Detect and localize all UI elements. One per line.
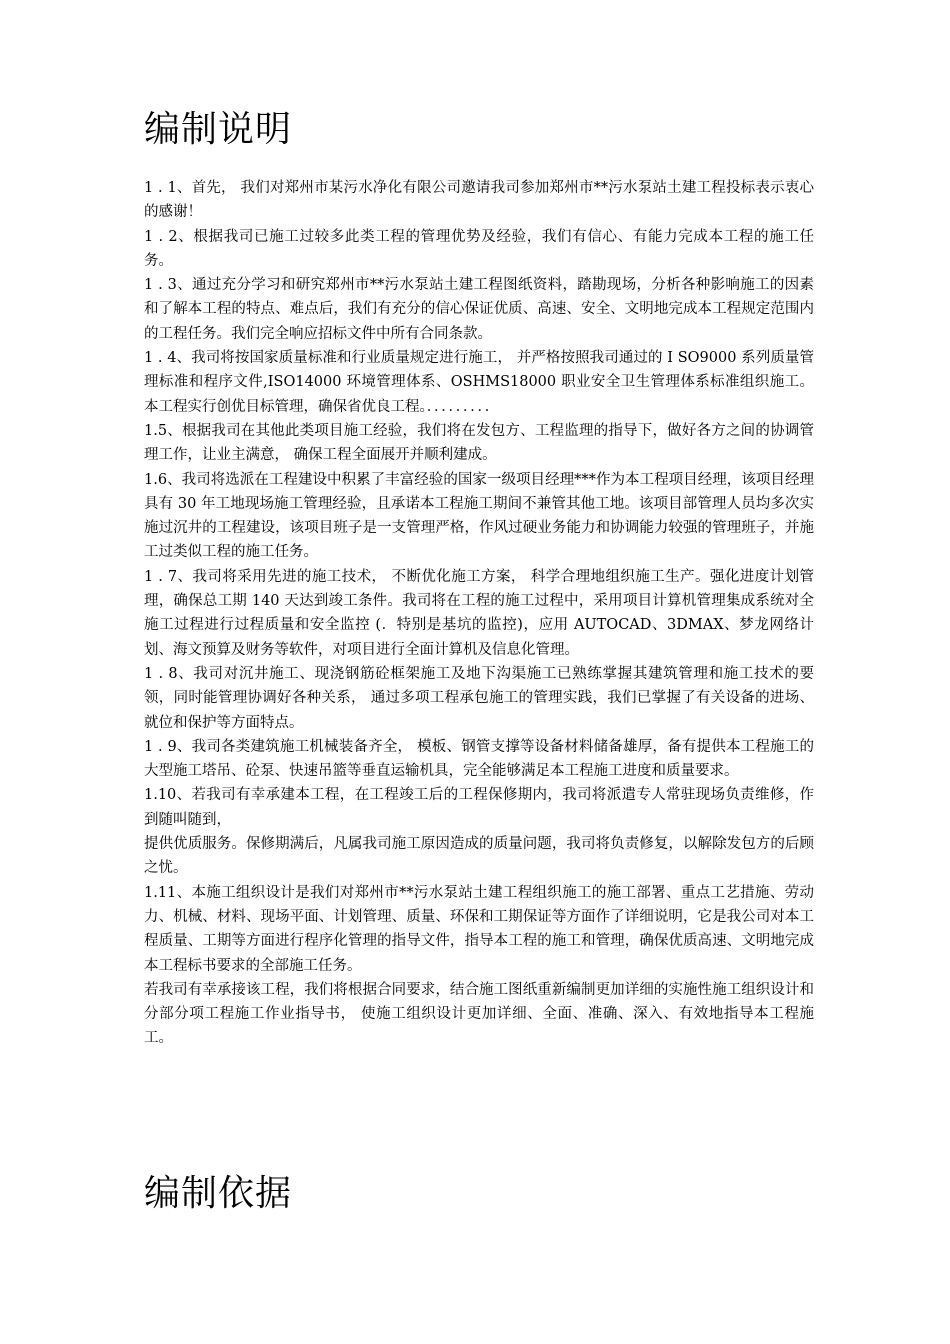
compilation-notes-body [144,176,814,1051]
paragraph-1-10: 1.10、若我司有幸承建本工程，在工程竣工后的工程保修期内，我司将派遣专人常驻现场负责维修，作到随叫随到， [144,787,814,828]
paragraph-1-11: 1.11、本施工组织设计是我们对郑州市**污水泵站土建工程组织施工的施工部署、重点工艺措施、劳动力、机械、材料、现场平面、计划管理、质量、环保和工期保证等方面作了详细说明，它是我公司对本工程质量、工期等方面进行程序化管理的指导文件，指导本工程的施工和管理，确保优质高速、文明地完成本工程标书要求的全部施工任务。 [144,884,814,974]
paragraph-1-3: 1 . 3、通过充分学习和研究郑州市**污水泵站土建工程图纸资料，踏勘现场，分析各种影响施工的因素和了解本工程的特点、难点后，我们有充分的信心保证优质、高速、安全、文明地完成本工程规定范围内的工程任务。我们完全响应招标文件中所有合同条款。 [144,277,814,342]
section-title-compilation-notes: 编制说明 [144,109,293,150]
paragraph-closing: 若我司有幸承接该工程，我们将根据合同要求，结合施工图纸重新编制更加详细的实施性施工组织设计和分部分项工程施工作业指导书， 使施工组织设计更加详细、全面、准确、深入、有效地指导本工程施工。 [144,981,814,1047]
section-title-compilation-basis: 编制依据 [144,1173,293,1214]
paragraph-1-5: 1.5、根据我司在其他此类项目施工经验，我们将在发包方、工程监理的指导下，做好各方之间的协调管理工作，让业主满意， 确保工程全面展开并顺利建成。 [144,422,814,464]
paragraph-1-9: 1 . 9、我司各类建筑施工机械装备齐全， 模板、钢管支撑等设备材料储备雄厚，备有提供本工程施工的大型施工塔吊、砼泵、快速吊篮等垂直运输机具，完全能够满足本工程施工进度和质量要求。 [144,738,814,780]
paragraph-1-2: 1 . 2、根据我司已施工过较多此类工程的管理优势及经验，我们有信心、有能力完成本工程的施工任务。 [144,228,814,269]
paragraph-1-6: 1.6、我司将选派在工程建设中积累了丰富经验的国家一级项目经理***作为本工程项目经理，该项目经理具有 30 年工地现场施工管理经验，且承诺本工程施工期间不兼管其他工地。该项目部管理人员均多次实施过沉井的工程建设，该项目班子是一支管理严格，作风过硬业务能力和协调能力较强的管理班子，并施工过类似工程的施工任务。 [144,471,814,561]
paragraph-1-7: 1 . 7、我司将采用先进的施工技术， 不断优化施工方案， 科学合理地组织施工生产。强化进度计划管理，确保总工期 140 天达到竣工条件。我司将在工程的施工过程中，采用项目计算机管理集成系统对全施工过程进行过程质量和安全监控 (．特别是基坑的监控)，应用 AUTOCAD、3DMAX、梦龙网络计划、海文预算及财务等软件，对项目进行全面计算机及信息化管理。 [144,568,814,658]
paragraph-1-4: 1 . 4、我司将按国家质量标准和行业质量规定进行施工， 并严格按照我司通过的 I SO9000 系列质量管理标准和程序文件,ISO14000 环境管理体系、OSHMS18000 职业安全卫生管理体系标准组织施工。本工程实行创优目标管理，确保省优良工程。．．．．．．．．． [144,350,814,415]
paragraph-1-10-continued: 提供优质服务。保修期满后，凡属我司施工原因造成的质量问题，我司将负责修复，以解除发包方的后顾之忧。 [144,836,814,877]
paragraph-1-1: 1 . 1、首先， 我们对郑州市某污水净化有限公司邀请我司参加郑州市**污水泵站土建工程投标表示衷心的感谢！ [144,180,814,221]
paragraph-1-8: 1 . 8、我司对沉井施工、现浇钢筋砼框架施工及地下沟渠施工已熟练掌握其建筑管理和施工技术的要领，同时能管理协调好各种关系， 通过多项工程承包施工的管理实践，我们已掌握了有关设备的进场、就位和保护等方面特点。 [144,665,814,731]
